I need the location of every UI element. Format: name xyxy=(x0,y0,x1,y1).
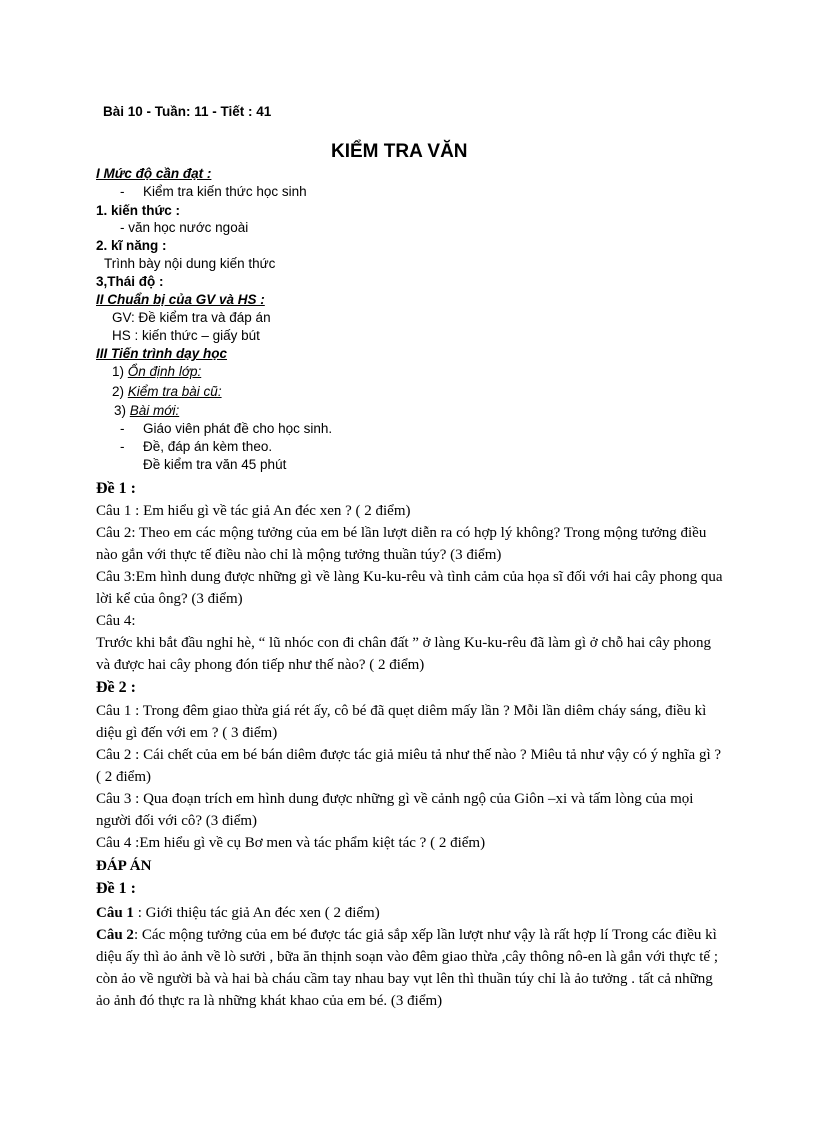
hs-line: HS : kiến thức – giấy bút xyxy=(112,328,260,343)
lesson-line: Bài 10 - Tuần: 11 - Tiết : 41 xyxy=(103,104,272,119)
step-1 xyxy=(112,364,201,379)
de-2-heading: Đề 2 : xyxy=(96,679,136,696)
de-1-heading: Đề 1 : xyxy=(96,480,136,497)
de-2-question-1: Câu 1 : Trong đêm giao thừa giá rét ấy, cô bé đã quẹt diêm mấy lần ? Mỗi lần diêm cháy sáng, điều kì diệu gì đến với em ? ( 3 điểm) xyxy=(96,703,707,741)
de-2-question-3: Câu 3 : Qua đoạn trích em hình dung được những gì về cảnh ngộ của Giôn –xi và tấm lòng của mọi người đối với cô? (3 điểm) xyxy=(96,791,694,829)
bullet-1-dash: - xyxy=(120,421,125,436)
answers-de-1-heading: Đề 1 : xyxy=(96,880,136,897)
answer-1 xyxy=(96,902,726,924)
de-1-question-4-label: Câu 4: xyxy=(96,613,136,629)
knowledge-item: - văn học nước ngoài xyxy=(120,220,249,235)
exam-note: Đề kiểm tra văn 45 phút xyxy=(143,457,287,472)
de-1-question-4: Trước khi bắt đầu nghỉ hè, “ lũ nhóc con đi chân đất ” ở làng Ku-ku-rêu đã làm gì ở chỗ hai cây phong và được hai cây phong đón tiếp như thế nào? ( 2 điểm) xyxy=(96,635,711,673)
knowledge-heading: 1. kiến thức : xyxy=(96,203,181,218)
section-3-heading: III Tiến trình dạy học xyxy=(96,346,228,361)
answer-2-label: Câu 2 xyxy=(96,927,134,943)
attitude-heading: 3,Thái độ : xyxy=(96,274,164,289)
step-3-text: Bài mới: xyxy=(129,403,180,418)
step-1-text: Ổn định lớp: xyxy=(127,364,202,379)
de-1-question-3: Câu 3:Em hình dung được những gì về làng Ku-ku-rêu và tình cảm của họa sĩ đối với hai cây phong qua lời kể của ông? (3 điểm) xyxy=(96,569,723,607)
section-2-heading: II Chuẩn bị của GV và HS : xyxy=(96,292,265,307)
page-title: KIỂM TRA VĂN xyxy=(331,141,468,162)
answer-1-text: : Giới thiệu tác giả An đéc xen ( 2 điểm) xyxy=(133,905,380,921)
de-1-question-2: Câu 2: Theo em các mộng tưởng của em bé lần lượt diễn ra có hợp lý không? Trong mộng tưởng điều nào gắn với thực tế điều nào chỉ là mộng tưởng thuần túy? (3 điểm) xyxy=(96,525,707,563)
bullet-1: Giáo viên phát đề cho học sinh. xyxy=(143,421,333,436)
de-2-questions xyxy=(96,700,726,854)
bullet-2: Đề, đáp án kèm theo. xyxy=(143,439,273,454)
answer-2 xyxy=(96,924,726,1012)
answer-1-label: Câu 1 xyxy=(96,905,134,921)
de-1-questions xyxy=(96,500,726,676)
section-1-heading: I Mức độ cần đạt : xyxy=(96,166,212,181)
step-3 xyxy=(114,403,179,418)
answers-heading: ĐÁP ÁN xyxy=(96,858,152,874)
skill-heading: 2. kĩ năng : xyxy=(96,238,167,253)
answers-body xyxy=(96,902,726,1012)
bullet-2-dash: - xyxy=(120,439,125,454)
de-2-question-4: Câu 4 :Em hiểu gì về cụ Bơ men và tác phẩm kiệt tác ? ( 2 điểm) xyxy=(96,835,486,851)
section-1-dash: - xyxy=(120,184,125,199)
step-2-text: Kiểm tra bài cũ: xyxy=(127,384,222,399)
step-1-number: 1) xyxy=(112,364,125,379)
de-2-question-2: Câu 2 : Cái chết của em bé bán diêm được tác giả miêu tả như thế nào ? Miêu tả như vậy có ý nghĩa gì ? ( 2 điểm) xyxy=(96,747,722,785)
step-2-number: 2) xyxy=(112,384,125,399)
de-1-question-1: Câu 1 : Em hiểu gì về tác giả An đéc xen ? ( 2 điểm) xyxy=(96,503,411,519)
step-2 xyxy=(112,384,222,399)
gv-line: GV: Đề kiểm tra và đáp án xyxy=(112,310,271,325)
skill-item: Trình bày nội dung kiến thức xyxy=(104,256,276,271)
answer-2-text: : Các mộng tưởng của em bé được tác giả sắp xếp lần lượt như vậy là rất hợp lí Trong các điều kì diệu ấy thì ảo ảnh về lò sưởi , bữa ăn thịnh soạn vào đêm giao thừa ,cây thông nô-en là gắn với thực tế ; còn ảo về người bà và hai bà cháu cầm tay nhau bay vụt lên thì thuần túy chỉ là ảo tưởng . tất cả những ảo ảnh đó thực ra là những khát khao của em bé. (3 điểm) xyxy=(96,927,718,1009)
step-3-number: 3) xyxy=(114,403,127,418)
section-1-item: Kiểm tra kiến thức học sinh xyxy=(143,184,307,199)
